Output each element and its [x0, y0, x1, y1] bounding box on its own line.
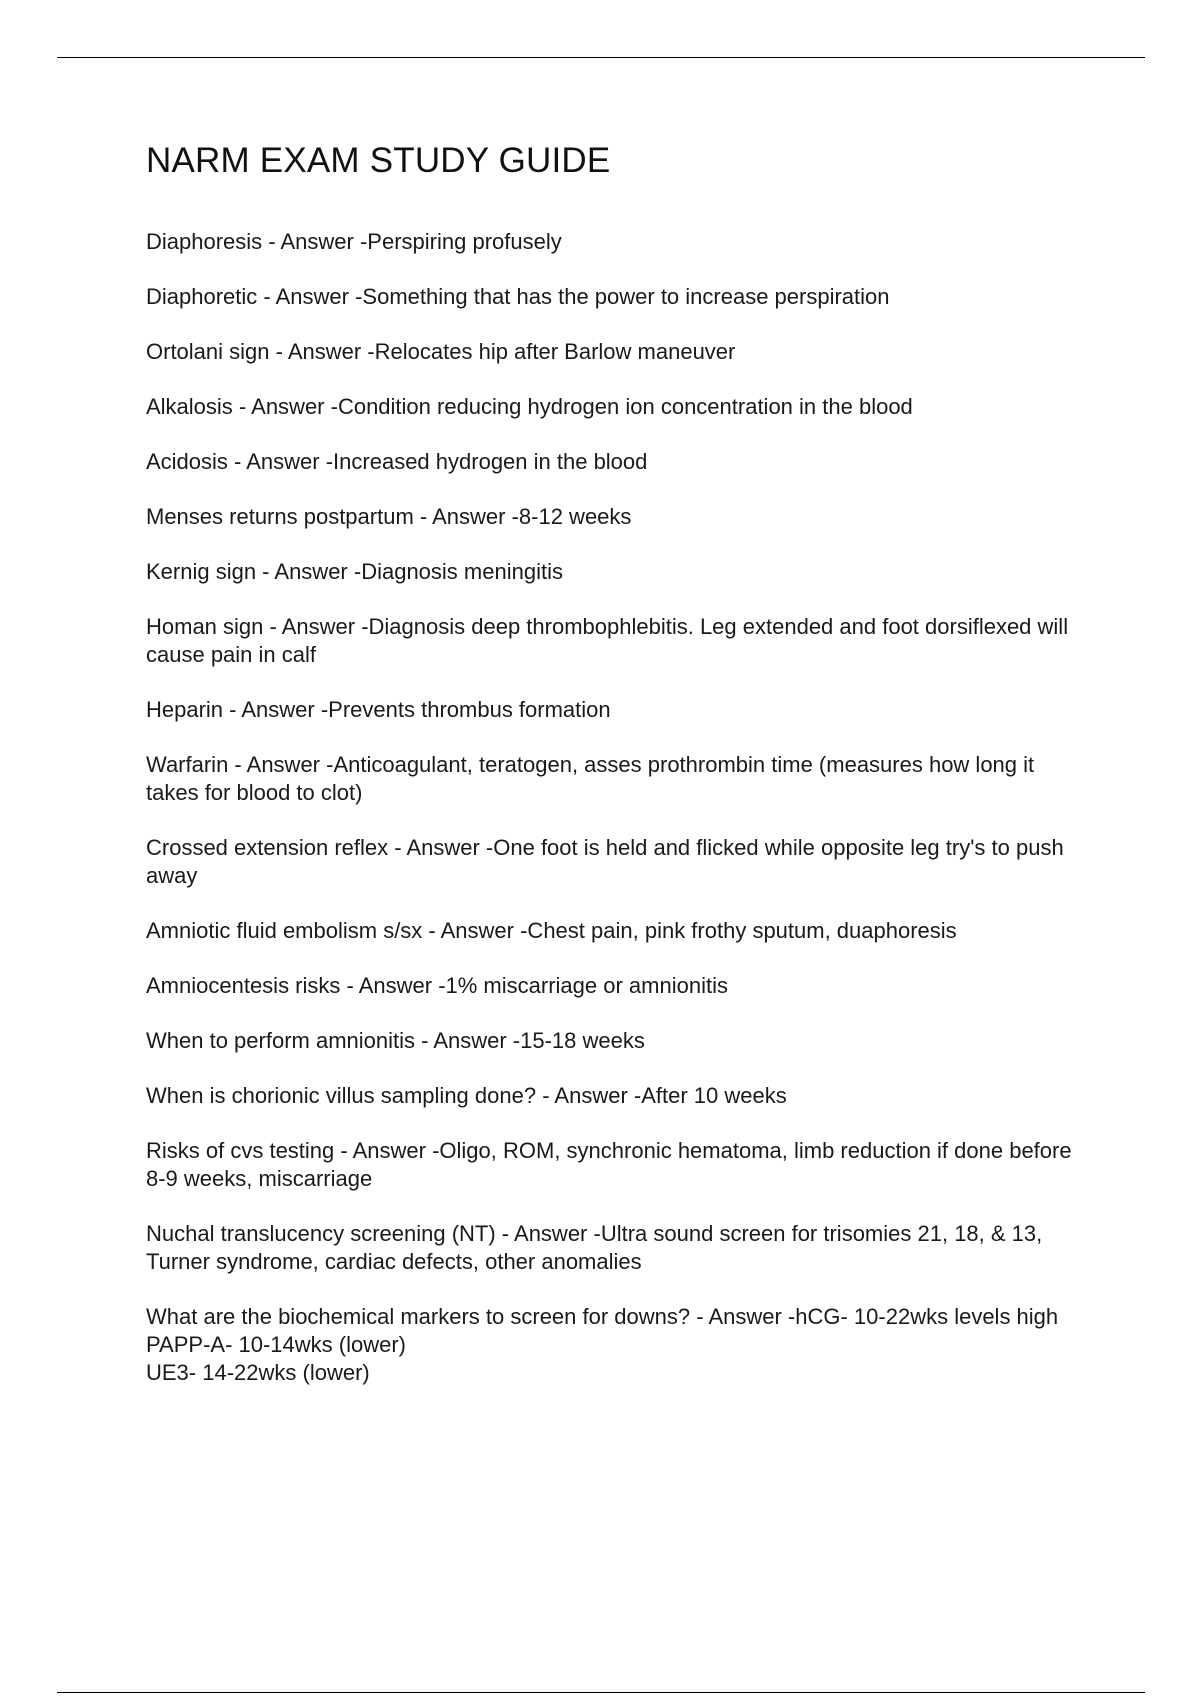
qa-item: Diaphoretic - Answer -Something that has the power to increase perspiration [146, 284, 890, 309]
qa-item-line: PAPP-A- 10-14wks (lower) [146, 1332, 406, 1357]
qa-item: Warfarin - Answer -Anticoagulant, teratogen, asses prothrombin time (measures how long it takes for blood to clot) [146, 752, 1035, 805]
qa-item: When is chorionic villus sampling done? - Answer -After 10 weeks [146, 1083, 787, 1108]
qa-item: Amniocentesis risks - Answer -1% miscarriage or amnionitis [146, 973, 728, 998]
qa-item-line: UE3- 14-22wks (lower) [146, 1360, 370, 1385]
qa-item: Homan sign - Answer -Diagnosis deep thrombophlebitis. Leg extended and foot dorsiflexed will cause pain in calf [146, 614, 1069, 667]
document-title: NARM EXAM STUDY GUIDE [146, 141, 611, 180]
document-body [146, 140, 1086, 1414]
qa-item-line: What are the biochemical markers to screen for downs? - Answer -hCG- 10-22wks levels high [146, 1304, 1059, 1329]
qa-item: Amniotic fluid embolism s/sx - Answer -Chest pain, pink frothy sputum, duaphoresis [146, 918, 957, 943]
qa-item: Alkalosis - Answer -Condition reducing hydrogen ion concentration in the blood [146, 394, 913, 419]
qa-item: Risks of cvs testing - Answer -Oligo, ROM, synchronic hematoma, limb reduction if done before 8-9 weeks, miscarriage [146, 1138, 1072, 1191]
qa-item: Nuchal translucency screening (NT) - Answer -Ultra sound screen for trisomies 21, 18, & 13, Turner syndrome, cardiac defects, other anomalies [146, 1221, 1043, 1274]
top-rule [57, 57, 1145, 58]
bottom-rule [57, 1692, 1145, 1693]
qa-item: Ortolani sign - Answer -Relocates hip after Barlow maneuver [146, 339, 736, 364]
qa-item: Acidosis - Answer -Increased hydrogen in the blood [146, 449, 648, 474]
qa-item: Diaphoresis - Answer -Perspiring profusely [146, 229, 562, 254]
qa-list [146, 228, 1086, 1387]
qa-item: Crossed extension reflex - Answer -One foot is held and flicked while opposite leg try's to push away [146, 835, 1064, 888]
qa-item: When to perform amnionitis - Answer -15-18 weeks [146, 1028, 645, 1053]
qa-item: Kernig sign - Answer -Diagnosis meningitis [146, 559, 563, 584]
qa-item: Heparin - Answer -Prevents thrombus formation [146, 697, 611, 722]
qa-item: Menses returns postpartum - Answer -8-12 weeks [146, 504, 632, 529]
qa-item-multiline [146, 1303, 1086, 1387]
